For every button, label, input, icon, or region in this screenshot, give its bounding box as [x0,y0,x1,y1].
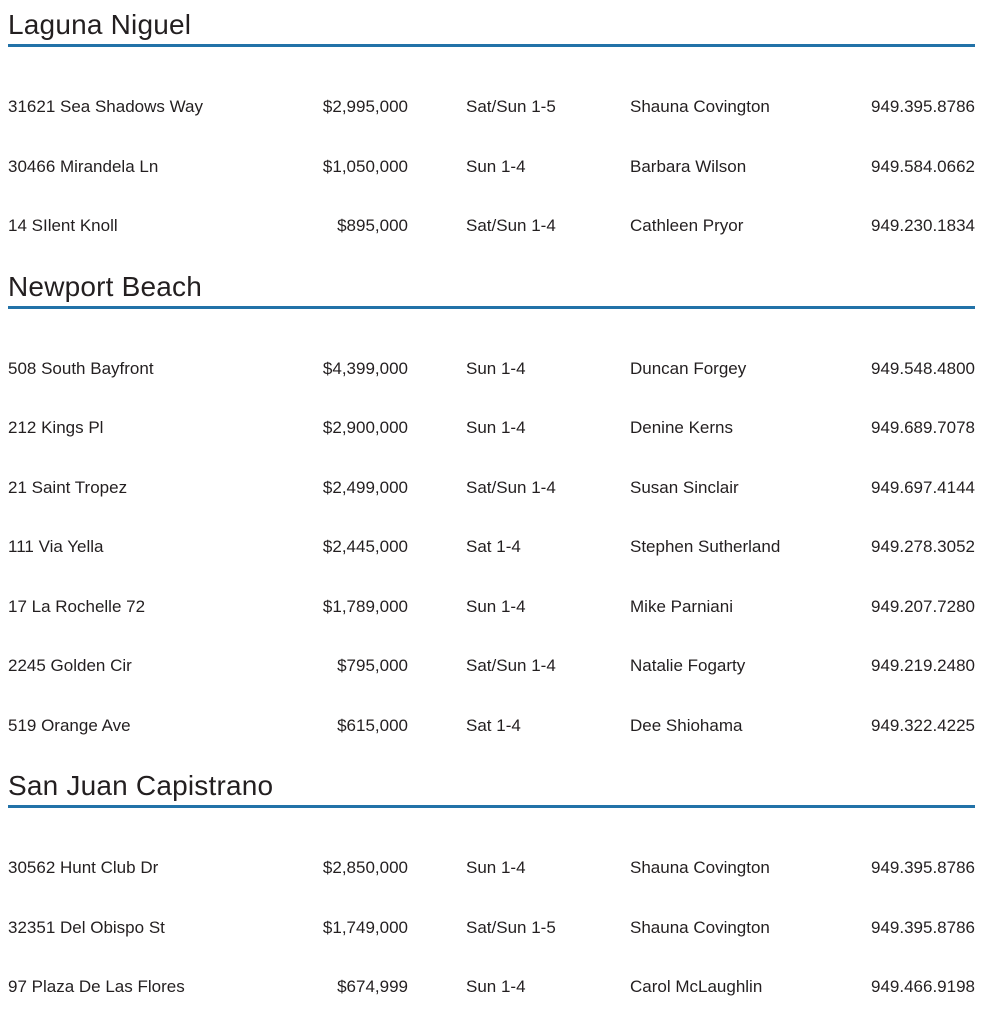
listing-agent: Denine Kerns [630,418,734,438]
listing-times: Sun 1-4 [466,156,526,176]
listing-address: 30562 Hunt Club Dr [8,858,159,878]
listing-agent: Dee Shiohama [630,715,743,735]
listing-phone: 949.322.4225 [871,715,975,735]
listing-agent: Shauna Covington [630,97,770,117]
listing-price: $1,749,000 [322,917,408,937]
listing-price: $2,499,000 [322,477,408,497]
table-row [8,636,975,696]
listing-phone: 949.395.8786 [871,97,975,117]
listing-price: $674,999 [337,977,408,997]
listing-phone: 949.548.4800 [871,358,975,378]
table-row [8,77,975,137]
listing-phone: 949.395.8786 [871,917,975,937]
listing-price: $795,000 [337,656,408,676]
city-section [8,270,975,756]
listing-price: $1,050,000 [322,156,408,176]
listing-times: Sat 1-4 [466,715,521,735]
table-row [8,398,975,458]
table-row [8,517,975,577]
table-row [8,957,975,1017]
listing-times: Sun 1-4 [466,358,526,378]
listing-phone: 949.207.7280 [871,596,975,616]
listing-phone: 949.278.3052 [871,537,975,557]
listing-address: 17 La Rochelle 72 [8,596,146,616]
listing-address: 508 South Bayfront [8,358,154,378]
table-row [8,137,975,197]
listing-agent: Shauna Covington [630,858,770,878]
listing-phone: 949.689.7078 [871,418,975,438]
listing-price: $2,995,000 [322,97,408,117]
listing-price: $2,445,000 [322,537,408,557]
listing-price: $1,789,000 [322,596,408,616]
listing-agent: Cathleen Pryor [630,216,744,236]
listing-address: 21 Saint Tropez [8,477,128,497]
listing-phone: 949.584.0662 [871,156,975,176]
listing-times: Sat/Sun 1-5 [466,97,556,117]
listing-agent: Shauna Covington [630,917,770,937]
listing-phone: 949.466.9198 [871,977,975,997]
table-row [8,458,975,518]
listing-times: Sat/Sun 1-5 [466,917,556,937]
listing-price: $2,900,000 [322,418,408,438]
listing-agent: Natalie Fogarty [630,656,746,676]
table-row [8,339,975,399]
listing-address: 97 Plaza De Las Flores [8,977,185,997]
section-rows [8,838,975,1017]
listing-agent: Mike Parniani [630,596,733,616]
listing-phone: 949.395.8786 [871,858,975,878]
listing-phone: 949.697.4144 [871,477,975,497]
listing-address: 30466 Mirandela Ln [8,156,159,176]
listing-agent: Carol McLaughlin [630,977,763,997]
table-row [8,696,975,756]
section-title: San Juan Capistrano [8,769,975,808]
listing-times: Sun 1-4 [466,596,526,616]
listing-price: $895,000 [337,216,408,236]
listing-address: 2245 Golden Cir [8,656,132,676]
table-row [8,196,975,256]
listing-price: $4,399,000 [322,358,408,378]
table-row [8,577,975,637]
listing-address: 111 Via Yella [8,537,104,557]
section-rows [8,77,975,256]
city-section [8,769,975,1017]
listing-address: 31621 Sea Shadows Way [8,97,203,117]
table-row [8,838,975,898]
listing-address: 519 Orange Ave [8,715,131,735]
section-title: Laguna Niguel [8,8,975,47]
listing-address: 212 Kings Pl [8,418,104,438]
section-rows [8,339,975,756]
listing-agent: Susan Sinclair [630,477,739,497]
listing-times: Sun 1-4 [466,418,526,438]
listing-phone: 949.230.1834 [871,216,975,236]
city-section [8,8,975,256]
listing-times: Sun 1-4 [466,977,526,997]
listing-agent: Stephen Sutherland [630,537,781,557]
listing-times: Sat 1-4 [466,537,521,557]
listing-price: $615,000 [337,715,408,735]
listing-times: Sat/Sun 1-4 [466,477,556,497]
listing-times: Sat/Sun 1-4 [466,656,556,676]
listing-times: Sun 1-4 [466,858,526,878]
listing-address: 32351 Del Obispo St [8,917,165,937]
listing-phone: 949.219.2480 [871,656,975,676]
section-title: Newport Beach [8,270,975,309]
table-row [8,898,975,958]
listing-agent: Barbara Wilson [630,156,747,176]
listing-times: Sat/Sun 1-4 [466,216,556,236]
listing-address: 14 SIlent Knoll [8,216,118,236]
listing-price: $2,850,000 [322,858,408,878]
listing-agent: Duncan Forgey [630,358,747,378]
